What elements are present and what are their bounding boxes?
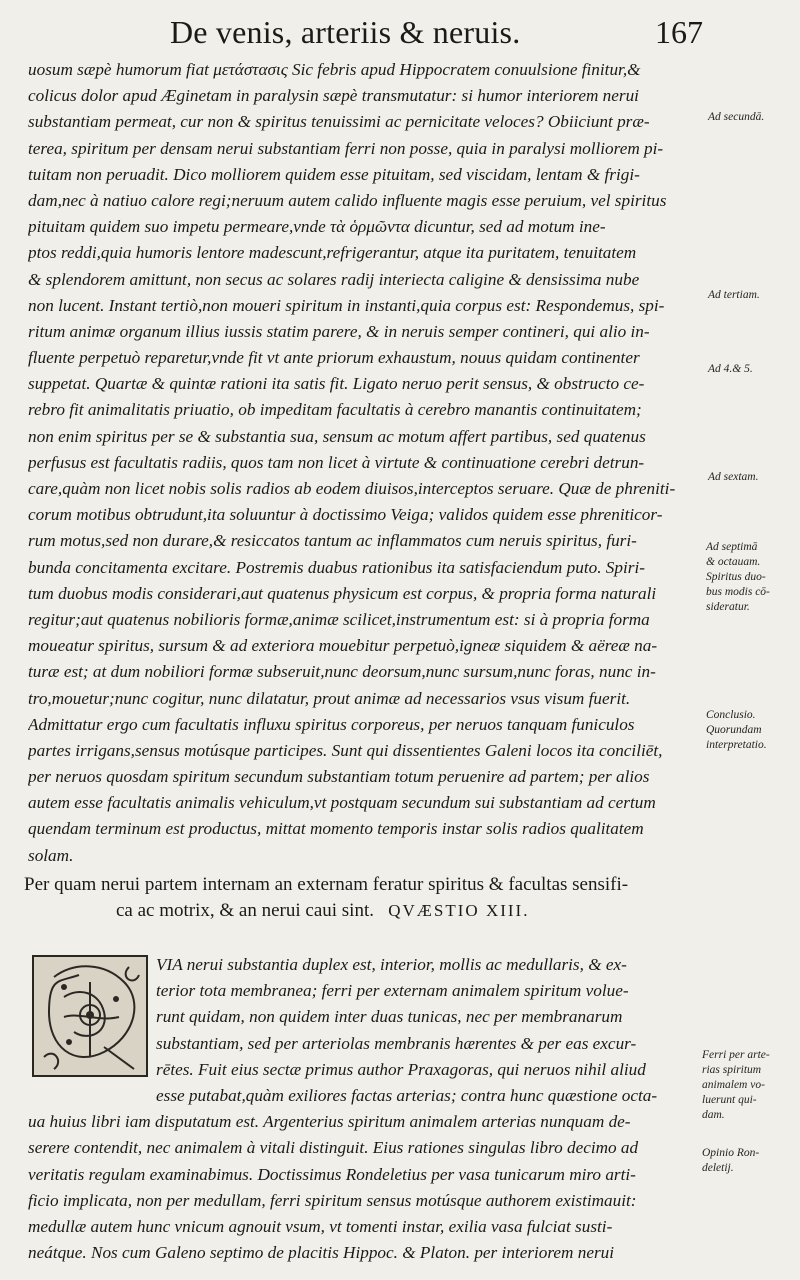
- text-line: non lucent. Instant tertiò,non moueri spiritum in instanti,quia corpus est: Respondemus, spi-: [28, 295, 665, 315]
- text-line: uosum sæpè humorum fiat μετάστασις Sic febris apud Hippocratem conuulsione finitur,&: [28, 60, 641, 79]
- text-line: substantiam, sed per arteriolas membranis hærentes & per eas excur-: [156, 1033, 637, 1053]
- margin-note-line: interpretatio.: [706, 739, 767, 751]
- text-line: colicus dolor apud Æginetam in paralysin sæpè transmutatur: si humor interiorem nerui: [28, 86, 639, 106]
- main-text-block: [28, 57, 700, 869]
- margin-note-line: Ad septimā: [706, 541, 758, 553]
- text-line: neátque. Nos cum Galeno septimo de placitis Hippoc. & Platon. per interiorem nerui: [28, 1243, 615, 1263]
- margin-note-line: animalem vo-: [702, 1079, 765, 1091]
- text-line: regitur;aut quatenus nobilioris formæ,animæ scilicet,instrumentum est: si à propria forma: [28, 609, 650, 629]
- text-line: care,quàm non licet nobis solis radios ab eodem diuisos,interceptos seruare. Quæ de phreniti-: [28, 479, 676, 498]
- question-heading-line-1: Per quam nerui partem internam an externam feratur spiritus & facultas sensifi-: [24, 874, 629, 895]
- text-line: turæ est; at dum nobiliori formæ subseruit,nunc deorsum,nunc sursum,nunc foras, nunc in-: [28, 662, 656, 682]
- margin-note-ad-secunda: Ad secundā.: [708, 111, 765, 123]
- running-head-title: De venis, arteriis & neruis.: [170, 14, 521, 50]
- margin-note-line: dam.: [702, 1109, 725, 1121]
- text-line: bunda concitamenta excitare. Postremis duabus rationibus ita satisfaciendum puto. Spiri-: [28, 557, 645, 577]
- margin-note-ad-septimam: [706, 540, 770, 615]
- text-line: moueatur spiritus, sursum & ad exteriora mouebitur perpetuò,igneæ siquidem & aëreæ na-: [28, 636, 658, 656]
- text-line: suppetat. Quartæ & quintæ rationi ita satis fit. Ligato neruo perit sensus, & obstructo ce-: [28, 374, 645, 394]
- text-line: VIA nerui substantia duplex est, interior, mollis ac medullaris, & ex-: [156, 955, 627, 974]
- text-line: serere contendit, nec animalem à vitali distinguit. Eius rationes singulas libro decimo ad: [28, 1138, 639, 1158]
- margin-note-ad-tertiam: Ad tertiam.: [708, 289, 760, 301]
- margin-note-ad-4-5: Ad 4.& 5.: [708, 363, 753, 375]
- text-line: rētes. Fuit eius sectæ primus author Praxagoras, qui neruos nihil aliud: [156, 1059, 646, 1079]
- margin-note-line: Quorundam: [706, 724, 762, 736]
- text-line: tuitam non peruadit. Dico molliorem quidem esse pituitam, sed viscidam, lentam & frigi-: [28, 164, 640, 184]
- text-line: quendam terminum est productus, mittat momento temporis instar solis radios qualitatem: [28, 819, 644, 839]
- margin-note-line: Opinio Ron-: [702, 1147, 760, 1159]
- question-heading-line-2: [24, 898, 704, 924]
- margin-note-ferri: [702, 1048, 770, 1123]
- margin-note-line: deletij.: [702, 1162, 734, 1174]
- margin-note-line: sideratur.: [706, 601, 750, 613]
- margin-note-line: Spiritus duo-: [706, 571, 766, 583]
- text-line: ua huius libri iam disputatum est. Argenterius spiritum animalem arterias nunquam de-: [28, 1112, 631, 1132]
- text-line: rum motus,sed non durare,& resiccatos tantum ac inflammatos cum neruis spiritus, furi-: [28, 531, 637, 551]
- text-line: Admittatur ergo cum facultatis influxu spiritus corporeus, per neruos tanquam funiculos: [28, 714, 635, 734]
- margin-note-ad-sextam: Ad sextam.: [708, 471, 759, 483]
- text-line: solam.: [28, 845, 74, 865]
- margin-note-line: Conclusio.: [706, 709, 756, 721]
- text-line: non enim spiritus per se & substantia sua, sensum ac motum affert partibus, sed quatenus: [28, 426, 646, 446]
- margin-note-line: & octauam.: [706, 556, 761, 568]
- margin-note-conclusio: [706, 708, 767, 753]
- margin-note-opinio: [702, 1146, 759, 1176]
- text-line: pituitam quidem suo impetu permeare,vnde τὰ ὁρμῶντα dicuntur, sed ad motum ine-: [28, 217, 606, 237]
- margin-note-line: rias spiritum: [702, 1064, 762, 1076]
- text-line: ptos reddi,quia humoris lentore madescunt,refrigerantur, atque ita puritatem, tenuitatem: [28, 243, 637, 263]
- margin-note-line: Ferri per arte-: [702, 1049, 770, 1061]
- text-line: partes irrigans,sensus motúsque participes. Sunt qui dissentientes Galeni locos ita conciliēt,: [28, 740, 663, 760]
- text-line: veritatis regulam examinabimus. Doctissimus Rondeletius per vasa tunicarum miro arti-: [28, 1164, 636, 1184]
- text-line: medullæ autem hunc vnicum agnouit vsum, vt tomenti instar, exilia vasa fulciat susti-: [28, 1216, 613, 1236]
- text-line: ritum animæ organum illius iussis statim parere, & in neruis semper contineri, qui alio in-: [28, 321, 650, 341]
- text-line: esse putabat,quàm exiliores factas arterias; contra hunc quæstione octa-: [156, 1085, 658, 1105]
- text-line: & splendorem amittunt, non secus ac solares radij interiecta caligine & densissima nube: [28, 269, 640, 289]
- text-line: fluente perpetuò reparetur,vnde fit vt ante priorum exhaustum, nouus quidam continenter: [28, 348, 640, 368]
- text-line: autem esse facultatis animalis vehiculum,vt postquam secundum sui substantiam ad certum: [28, 793, 656, 813]
- text-line: tum duobus modis considerari,aut quatenus physicum est corpus, & propria forma naturali: [28, 583, 657, 603]
- question-text-block: [28, 952, 700, 1266]
- text-line: terea, spiritum per densam nerui substantiam ferri non posse, quia in paralysi molliorem pi-: [28, 138, 664, 158]
- text-line: runt quidam, non quidem inter duas tunicas, nec per membranarum: [156, 1007, 623, 1027]
- text-line: tro,mouetur;nunc cogitur, nunc dilatatur, prout animæ ad necessarios vsus visum fuerit.: [28, 688, 631, 708]
- margin-note-line: bus modis cō-: [706, 586, 770, 598]
- page-number: 167: [655, 14, 703, 50]
- question-number-label: QVÆSTIO XIII.: [388, 901, 530, 920]
- question-heading-text: ca ac motrix, & an nerui caui sint.: [116, 900, 374, 921]
- text-line: per neruos quosdam spiritum secundum substantiam totum peruenire ad partem; per alios: [28, 767, 650, 787]
- text-line: ficio implicata, non per medullam, ferri spiritum sensus motúsque authorem existimauit:: [28, 1190, 637, 1210]
- text-line: substantiam permeat, cur non & spiritus tenuissimi ac pernicitate veloces? Obiiciunt præ-: [28, 112, 650, 132]
- question-heading: [24, 872, 704, 924]
- text-line: dam,nec à natiuo calore regi;neruum autem calido influente magis esse peruium, vel spiritus: [28, 190, 667, 210]
- text-line: rebro fit animalitatis priuatio, ob impeditam facultatis à cerebro manantis continuitatem;: [28, 400, 642, 420]
- text-line: terior tota membranea; ferri per externam animalem spiritum volue-: [156, 981, 629, 1001]
- margin-note-line: luerunt qui-: [702, 1094, 757, 1106]
- text-line: perfusus est facultatis radiis, quos tam non licet à virtute & continuatione cerebri detrun-: [28, 452, 645, 472]
- text-line: corum motibus obtrudunt,ita soluuntur à doctissimo Veiga; validos quidem esse phreniticor-: [28, 505, 663, 525]
